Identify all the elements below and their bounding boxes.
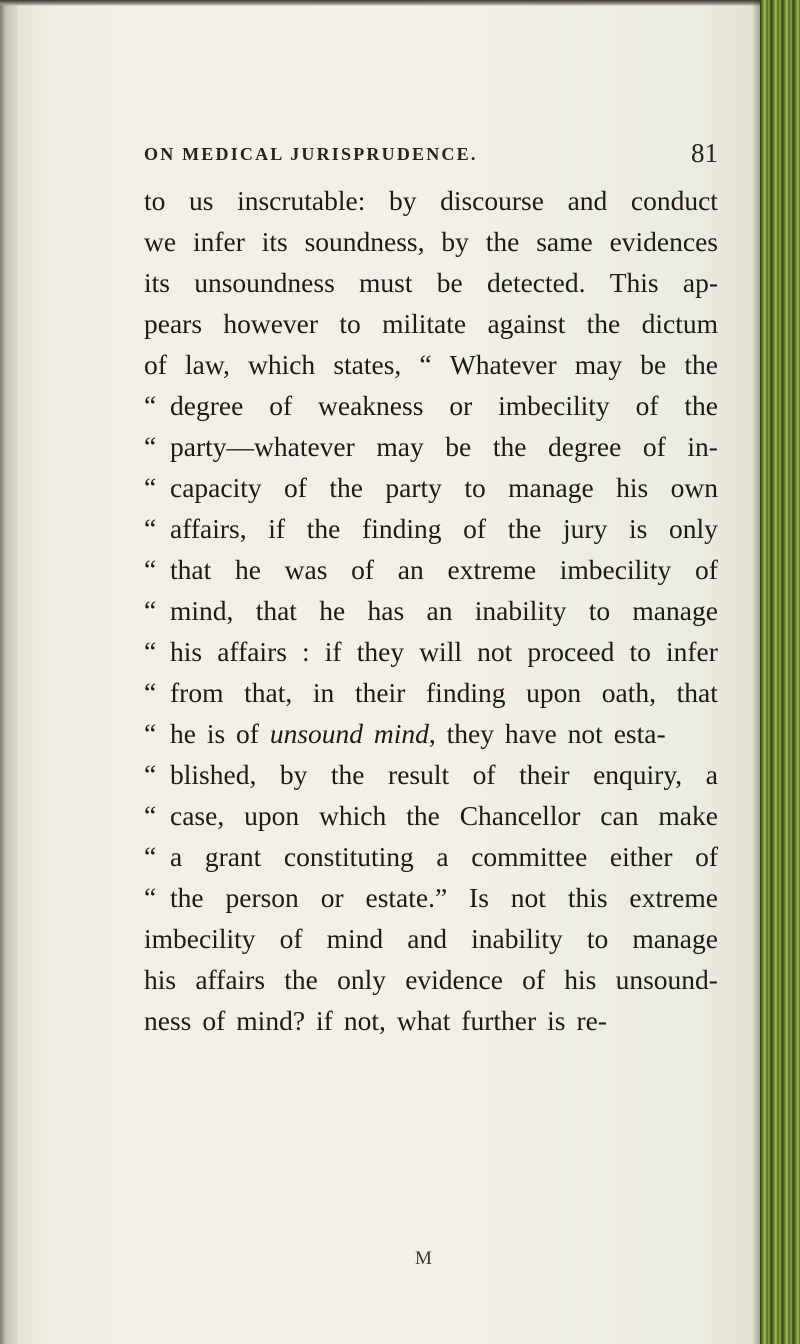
word: an <box>426 595 453 626</box>
word: or <box>449 390 473 421</box>
line-text <box>170 590 718 631</box>
page-number: 81 <box>691 138 718 168</box>
word: imbecility <box>498 390 610 421</box>
word: of <box>635 390 659 421</box>
word: same <box>536 226 593 257</box>
word: weakness <box>318 390 424 421</box>
word: blished, <box>170 759 257 790</box>
text-line <box>144 180 718 221</box>
italic-phrase: unsound mind <box>269 718 429 749</box>
word: party <box>385 472 442 503</box>
word: the <box>485 226 520 257</box>
word: has <box>367 595 405 626</box>
line-text <box>170 672 718 713</box>
word: conduct <box>630 185 718 216</box>
word: of <box>472 759 496 790</box>
word: ap- <box>682 267 718 298</box>
word: the <box>684 390 718 421</box>
word: inability <box>474 595 567 626</box>
word: if <box>316 1005 333 1036</box>
word: from <box>170 677 224 708</box>
word: : <box>302 636 310 667</box>
word: to <box>588 595 611 626</box>
line-text <box>170 426 718 467</box>
mixed-line <box>170 713 666 754</box>
line-text <box>144 959 718 1000</box>
line-text <box>170 754 718 795</box>
word: by <box>388 185 417 216</box>
word: and <box>407 923 448 954</box>
word: must <box>359 267 413 298</box>
word: extreme <box>629 882 718 913</box>
word: the <box>284 964 318 995</box>
word: either <box>609 841 673 872</box>
line-text <box>170 713 718 754</box>
word: inability <box>471 923 563 954</box>
word: of <box>284 472 307 503</box>
word: its <box>261 226 288 257</box>
word: a <box>705 759 718 790</box>
word: their <box>519 759 570 790</box>
word: the <box>586 308 621 339</box>
word: he <box>319 595 346 626</box>
word: unsound- <box>615 964 718 995</box>
running-head: ON MEDICAL JURISPRUDENCE. <box>144 144 478 164</box>
word: if <box>324 636 342 667</box>
word: the <box>406 800 440 831</box>
quote-mark: “ <box>144 390 157 421</box>
word: infer <box>665 636 718 667</box>
word: degree <box>170 390 244 421</box>
word: of <box>269 390 293 421</box>
word: enquiry, <box>593 759 683 790</box>
text-line <box>144 221 718 262</box>
quote-mark: “ <box>144 882 157 913</box>
quote-mark: “ <box>144 595 157 626</box>
word: his <box>564 964 597 995</box>
text-line <box>144 262 718 303</box>
word: evidence <box>405 964 503 995</box>
word: upon <box>526 677 582 708</box>
text-line <box>144 344 718 385</box>
line-text <box>144 221 718 262</box>
word: own <box>670 472 718 503</box>
word: jury <box>563 513 608 544</box>
word: us <box>189 185 214 216</box>
word: the <box>170 882 204 913</box>
word: manage <box>632 595 718 626</box>
line-text <box>144 1000 718 1041</box>
page-top-edge <box>0 0 760 6</box>
word: not <box>510 882 546 913</box>
word: the <box>507 513 542 544</box>
word: an <box>397 554 424 585</box>
word: militate <box>382 308 467 339</box>
word: of <box>202 1005 226 1036</box>
line-text <box>144 918 718 959</box>
text-line <box>144 713 718 754</box>
word: that <box>255 595 297 626</box>
word: mind, <box>170 595 234 626</box>
word: of <box>463 513 487 544</box>
word: capacity <box>170 472 262 503</box>
word: detected. <box>487 267 586 298</box>
line-text <box>170 508 718 549</box>
word: infer <box>192 226 245 257</box>
text-line <box>144 877 718 918</box>
word: discourse <box>440 185 544 216</box>
word: by <box>279 759 308 790</box>
word: by <box>441 226 469 257</box>
line-text <box>170 467 718 508</box>
word: is <box>547 1005 566 1036</box>
word: degree <box>548 431 622 462</box>
word: further <box>461 1005 537 1036</box>
line-text <box>144 344 718 385</box>
word: ness <box>144 1005 192 1036</box>
word: evidences <box>609 226 718 257</box>
text-line <box>144 303 718 344</box>
line-text-pre: he is of <box>170 718 270 749</box>
text-line <box>144 508 718 549</box>
word: may <box>376 431 424 462</box>
word: to <box>629 636 651 667</box>
word: only <box>337 964 386 995</box>
word: inscrutable: <box>237 185 366 216</box>
word: of <box>279 923 303 954</box>
word: not, <box>343 1005 386 1036</box>
signature-mark: M <box>415 1248 432 1269</box>
word: finding <box>426 677 506 708</box>
word: we <box>144 226 177 257</box>
word: unsoundness <box>194 267 335 298</box>
line-text <box>170 877 718 918</box>
word: and <box>567 185 608 216</box>
word: against <box>487 308 566 339</box>
word: the <box>329 472 363 503</box>
text-line <box>144 1000 718 1041</box>
quote-mark: “ <box>144 431 157 462</box>
text-line <box>144 549 718 590</box>
word: finding <box>362 513 442 544</box>
word: their <box>354 677 406 708</box>
quote-mark: “ <box>144 718 157 749</box>
quote-mark: “ <box>144 513 157 544</box>
word: the <box>492 431 527 462</box>
word: person <box>225 882 299 913</box>
word: upon <box>244 800 300 831</box>
word: his <box>144 964 177 995</box>
quote-mark: “ <box>144 677 157 708</box>
quote-mark: “ <box>144 636 157 667</box>
word: Chancellor <box>459 800 581 831</box>
word: be <box>436 267 463 298</box>
word: imbecility <box>559 554 672 585</box>
word: be <box>640 349 667 380</box>
text-line <box>144 918 718 959</box>
word: manage <box>508 472 594 503</box>
word: a <box>436 841 449 872</box>
page-gutter-shadow <box>0 0 18 1344</box>
quote-mark: “ <box>144 800 157 831</box>
word: case, <box>170 800 225 831</box>
word: affairs <box>217 636 287 667</box>
quote-mark: “ <box>144 554 157 585</box>
text-line <box>144 959 718 1000</box>
word: the <box>684 349 718 380</box>
word: his <box>170 636 203 667</box>
line-text <box>144 180 718 221</box>
word: manage <box>632 923 718 954</box>
line-text-post: , they have not esta- <box>428 718 666 749</box>
word: however <box>223 308 319 339</box>
word: what <box>396 1005 451 1036</box>
text-line <box>144 590 718 631</box>
word: the <box>306 513 341 544</box>
word: re- <box>576 1005 608 1036</box>
word: in- <box>687 431 718 462</box>
line-text <box>170 549 718 590</box>
word: mind <box>326 923 384 954</box>
word: imbecility <box>144 923 256 954</box>
word: Is <box>469 882 489 913</box>
word: soundness, <box>304 226 425 257</box>
text-line <box>144 795 718 836</box>
word: that, <box>244 677 293 708</box>
text-line <box>144 754 718 795</box>
word: states, <box>333 349 402 380</box>
word: its <box>144 267 170 298</box>
text-line <box>144 467 718 508</box>
word: dictum <box>641 308 718 339</box>
word: of <box>642 431 666 462</box>
word: if <box>268 513 286 544</box>
line-text <box>170 631 718 672</box>
word: affairs <box>195 964 266 995</box>
quote-mark: “ <box>144 472 157 503</box>
word: pears <box>144 308 203 339</box>
word: will <box>419 636 462 667</box>
word: estate.” <box>365 882 448 913</box>
word: they <box>356 636 405 667</box>
word: a <box>170 841 183 872</box>
word: to <box>464 472 486 503</box>
word: may <box>574 349 623 380</box>
word: in <box>312 677 335 708</box>
word: grant <box>204 841 262 872</box>
word: Whatever <box>449 349 557 380</box>
line-text <box>170 795 718 836</box>
word: the <box>330 759 365 790</box>
word: “ <box>419 349 432 380</box>
word: extreme <box>447 554 537 585</box>
word: party—whatever <box>170 431 355 462</box>
word: this <box>567 882 608 913</box>
word: his <box>616 472 649 503</box>
word: or <box>320 882 344 913</box>
text-line <box>144 672 718 713</box>
word: can <box>600 800 639 831</box>
word: to <box>586 923 609 954</box>
line-text <box>170 385 718 426</box>
word: that <box>676 677 718 708</box>
text-line <box>144 836 718 877</box>
word: constituting <box>283 841 414 872</box>
word: of <box>522 964 546 995</box>
word: of <box>144 349 167 380</box>
word: which <box>319 800 387 831</box>
quote-mark: “ <box>144 841 157 872</box>
page-header <box>144 138 718 174</box>
word: to <box>339 308 361 339</box>
word: he <box>234 554 261 585</box>
text-line <box>144 426 718 467</box>
word: that <box>170 554 212 585</box>
word: be <box>445 431 472 462</box>
line-text <box>170 836 718 877</box>
word: committee <box>471 841 588 872</box>
word: result <box>388 759 450 790</box>
word: affairs, <box>170 513 247 544</box>
word: oath, <box>601 677 657 708</box>
line-text <box>144 262 718 303</box>
line-text <box>144 303 718 344</box>
word: proceed <box>527 636 615 667</box>
word: make <box>658 800 718 831</box>
quote-mark: “ <box>144 759 157 790</box>
word: which <box>247 349 316 380</box>
word: of <box>351 554 375 585</box>
body-text <box>144 180 718 1041</box>
word: is <box>629 513 648 544</box>
text-line <box>144 385 718 426</box>
word: mind? <box>236 1005 306 1036</box>
word: only <box>669 513 718 544</box>
text-line <box>144 631 718 672</box>
word: of <box>695 841 718 872</box>
word: not <box>477 636 513 667</box>
word: of <box>695 554 718 585</box>
book-fore-edge <box>760 0 800 1344</box>
word: was <box>284 554 328 585</box>
word: law, <box>185 349 230 380</box>
word: to <box>144 185 166 216</box>
word: This <box>609 267 659 298</box>
